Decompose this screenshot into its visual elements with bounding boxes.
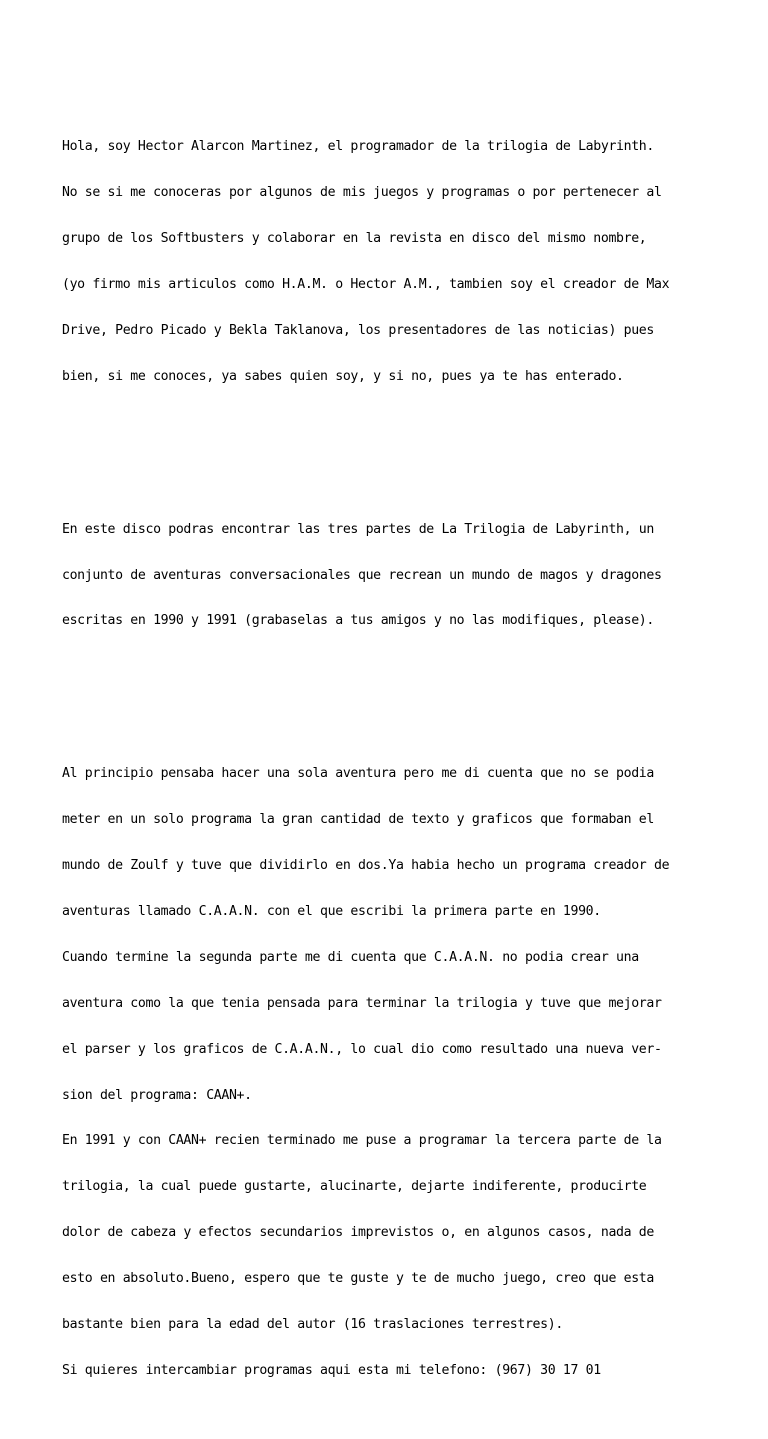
text-line: Al principio pensaba hacer una sola aventura pero me di cuenta que no se podia — [62, 766, 654, 782]
text-line: bastante bien para la edad del autor (16 traslaciones terrestres). — [62, 1317, 563, 1333]
text-line: Cuando termine la segunda parte me di cuenta que C.A.A.N. no podia crear una — [62, 949, 639, 965]
paragraph-intro — [62, 109, 712, 415]
text-line: Si quieres intercambiar programas aqui esta mi telefono: (967) 30 17 01 — [62, 1362, 601, 1378]
text-line: Drive, Pedro Picado y Bekla Taklanova, los presentadores de las noticias) pues — [62, 322, 654, 338]
paragraph-gap — [62, 445, 712, 460]
text-line: sion del programa: CAAN+. — [62, 1087, 252, 1103]
text-line: conjunto de aventuras conversacionales que recrean un mundo de magos y dragones — [62, 567, 662, 583]
text-line: el parser y los graficos de C.A.A.N., lo cual dio como resultado una nueva ver- — [62, 1041, 662, 1057]
text-line: escritas en 1990 y 1991 (grabaselas a tus amigos y no las modifiques, please). — [62, 613, 654, 629]
text-line: No se si me conoceras por algunos de mis juegos y programas o por pertenecer al — [62, 185, 662, 201]
text-line: (yo firmo mis articulos como H.A.M. o Hector A.M., tambien soy el creador de Max — [62, 276, 670, 292]
message-text — [62, 78, 712, 1439]
text-line: trilogia, la cual puede gustarte, alucinarte, dejarte indiferente, producirte — [62, 1179, 647, 1195]
text-line: aventuras llamado C.A.A.N. con el que escribi la primera parte en 1990. — [62, 904, 601, 920]
text-line: En 1991 y con CAAN+ recien terminado me puse a programar la tercera parte de la — [62, 1133, 662, 1149]
text-line: aventura como la que tenia pensada para terminar la trilogia y tuve que mejorar — [62, 995, 662, 1011]
paragraph-disk-contents — [62, 491, 712, 659]
text-line: meter en un solo programa la gran cantidad de texto y graficos que formaban el — [62, 812, 654, 828]
text-line: dolor de cabeza y efectos secundarios imprevistos o, en algunos casos, nada de — [62, 1225, 654, 1241]
paragraph-history — [62, 736, 712, 1409]
text-line: bien, si me conoces, ya sabes quien soy, y si no, pues ya te has enterado. — [62, 368, 624, 384]
text-line: En este disco podras encontrar las tres partes de La Trilogia de Labyrinth, un — [62, 521, 654, 537]
paragraph-gap — [62, 690, 712, 705]
text-line: mundo de Zoulf y tuve que dividirlo en dos.Ya habia hecho un programa creador de — [62, 858, 670, 874]
text-line: grupo de los Softbusters y colaborar en la revista en disco del mismo nombre, — [62, 230, 647, 246]
text-line: Hola, soy Hector Alarcon Martinez, el programador de la trilogia de Labyrinth. — [62, 139, 654, 155]
text-line: esto en absoluto.Bueno, espero que te guste y te de mucho juego, creo que esta — [62, 1271, 654, 1287]
